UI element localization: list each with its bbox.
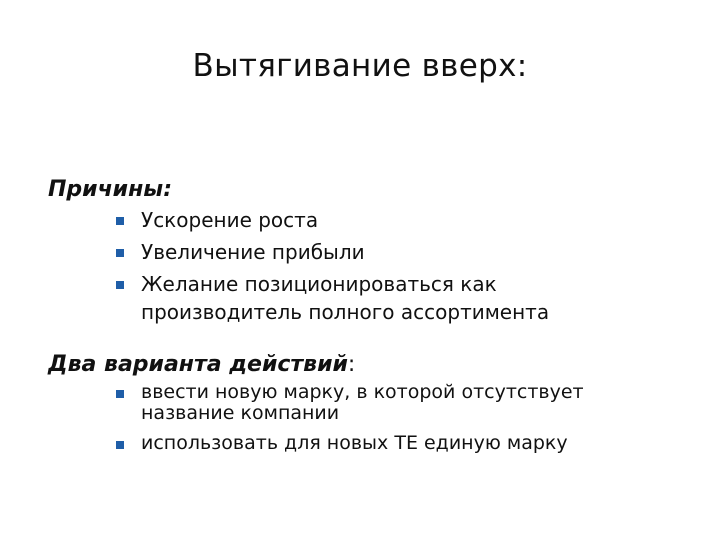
options-heading-text: Два варианта действий <box>48 352 348 377</box>
square-bullet-icon <box>116 281 124 289</box>
list-item-text: Желание позиционироваться как производитель полного ассортимента <box>141 272 550 324</box>
options-heading <box>48 351 355 379</box>
square-bullet-icon <box>116 441 124 449</box>
list-item-text: Ускорение роста <box>141 208 319 232</box>
slide-title: Вытягивание вверх: <box>192 48 528 84</box>
square-bullet-icon <box>116 390 124 398</box>
options-heading-colon: : <box>347 352 356 377</box>
list-item <box>116 238 596 266</box>
list-item-text: использовать для новых ТЕ единую марку <box>141 432 568 454</box>
list-item <box>116 206 596 234</box>
square-bullet-icon <box>116 249 124 257</box>
list-item <box>116 382 596 424</box>
reasons-heading: Причины: <box>48 177 172 202</box>
list-item <box>116 433 596 454</box>
options-list <box>116 382 596 463</box>
list-item <box>116 270 596 326</box>
list-item-text: Увеличение прибыли <box>141 240 365 264</box>
list-item-text: ввести новую марку, в которой отсутствует название компании <box>141 381 584 424</box>
reasons-list <box>116 206 596 330</box>
square-bullet-icon <box>116 217 124 225</box>
